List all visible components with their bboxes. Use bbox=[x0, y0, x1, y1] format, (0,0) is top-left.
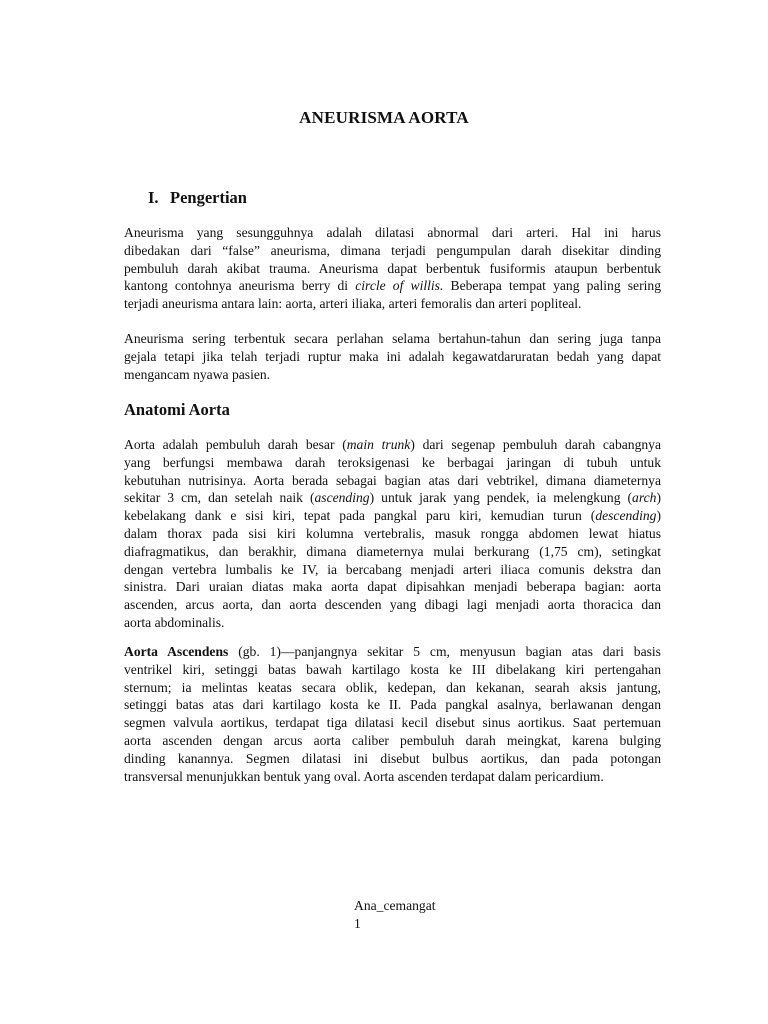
page-number: 1 bbox=[354, 916, 361, 931]
text-line: sinistra. Dari uraian diatas maka aorta dapat dipisahkan menjadi beberapa bagian: aorta bbox=[124, 579, 661, 595]
paragraph-pengertian-2 bbox=[124, 330, 661, 383]
page-footer bbox=[354, 897, 436, 933]
paragraph-aorta-ascendens bbox=[124, 643, 661, 785]
text-run: ) bbox=[656, 508, 661, 524]
text-line: setinggi batas atas dari kartilago kosta ke II. Pada pangkal asalnya, berlawanan dengan bbox=[124, 697, 661, 713]
text-run: kebelakang dank e sisi kiri, tepat pada pangkal paru kiri, kemudian turun ( bbox=[124, 508, 596, 524]
text-line: Aneurisma sering terbentuk secara perlahan selama bertahun-tahun dan sering juga tanpa bbox=[124, 331, 661, 346]
text-line bbox=[124, 507, 661, 525]
text-line: transversal menunjukkan bentuk yang oval. Aorta ascenden terdapat dalam pericardium. bbox=[124, 768, 604, 784]
text-line: dibedakan dari “false” aneurisma, dimana terjadi pengumpulan darah disekitar dinding bbox=[124, 242, 661, 258]
italic-term: descending bbox=[595, 508, 657, 524]
section-heading-anatomi: Anatomi Aorta bbox=[124, 400, 230, 419]
text-line bbox=[124, 436, 661, 454]
italic-term: main trunk bbox=[346, 437, 411, 452]
text-line: pembuluh darah akibat trauma. Aneurisma dapat berbentuk fusiformis ataupun berbentuk bbox=[124, 260, 661, 276]
text-line: diafragmatikus, dan berakhir, dimana diameternya mulai berkurang (1,75 cm), setingkat bbox=[124, 543, 661, 559]
paragraph-pengertian-1 bbox=[124, 224, 661, 313]
text-line bbox=[124, 489, 661, 507]
section-heading-text: Pengertian bbox=[170, 188, 247, 207]
text-line: Aneurisma yang sesungguhnya adalah dilatasi abnormal dari arteri. Hal ini harus bbox=[124, 225, 661, 240]
text-line bbox=[124, 277, 661, 295]
text-run: kantong contohnya aneurisma berry di bbox=[124, 278, 356, 294]
text-line: mengancam nyawa pasien. bbox=[124, 366, 271, 382]
paragraph-anatomi-1 bbox=[124, 436, 661, 632]
section-number: I. bbox=[148, 188, 159, 207]
text-run: ) bbox=[656, 490, 661, 506]
bold-term: Aorta Ascendens bbox=[124, 644, 229, 659]
document-title: ANEURISMA AORTA bbox=[299, 108, 469, 127]
text-line: kebutuhan nutrisinya. Aorta berada sebagai bagian atas dari vebtrikel, dimana diameternya bbox=[124, 472, 661, 488]
italic-term: ascending bbox=[314, 490, 370, 506]
text-run: Beberapa tempat yang paling sering bbox=[443, 278, 661, 294]
text-run: sekitar 3 cm, dan setelah naik ( bbox=[124, 490, 315, 506]
italic-term: circle of willis. bbox=[355, 278, 444, 294]
text-line: yang berfungsi membawa darah teroksigenasi ke berbagai jaringan di tubuh untuk bbox=[124, 454, 661, 470]
text-line: gejala tetapi jika telah terjadi ruptur maka ini adalah kegawatdaruratan bedah yang dapat bbox=[124, 348, 661, 364]
text-line: ventrikel kiri, setinggi batas bawah kartilago kosta ke III dibelakang kiri pertengahan bbox=[124, 661, 661, 677]
text-line: sternum; ia melintas keatas secara oblik, kedepan, dan kekanan, searah aksis jantung, bbox=[124, 679, 661, 695]
text-run: (gb. 1)—panjangnya sekitar 5 cm, menyusun bagian atas dari basis bbox=[228, 644, 661, 659]
text-line: dengan vertebra lumbalis ke IV, ia bercabang menjadi arteri iliaca comunis dekstra dan bbox=[124, 561, 661, 577]
text-line bbox=[124, 643, 661, 661]
text-run: ) untuk jarak yang pendek, ia melengkung ( bbox=[369, 490, 633, 506]
italic-term: arch bbox=[632, 490, 657, 506]
text-run: ) dari segenap pembuluh darah cabangnya bbox=[410, 437, 661, 452]
footer-author: Ana_cemangat bbox=[354, 898, 436, 913]
text-line: dinding kanannya. Segmen dilatasi ini disebut bulbus aortikus, dan pada potongan bbox=[124, 750, 661, 766]
text-line: terjadi aneurisma antara lain: aorta, arteri iliaka, arteri femoralis dan arteri popliteal. bbox=[124, 296, 582, 312]
section-heading-pengertian bbox=[148, 188, 247, 208]
text-line: ascenden, arcus aorta, dan aorta descenden yang dibagi lagi menjadi aorta thoracica dan bbox=[124, 597, 661, 613]
text-line: dalam thorax pada sisi kiri kolumna vertebralis, masuk rongga abdomen lewat hiatus bbox=[124, 525, 661, 541]
text-run: Aorta adalah pembuluh darah besar ( bbox=[124, 437, 347, 452]
text-line: aorta abdominalis. bbox=[124, 614, 225, 630]
text-line: aorta ascenden dengan arcus aorta caliber pembuluh darah meingkat, karena bulging bbox=[124, 732, 661, 748]
text-line: segmen valvula aortikus, terdapat tiga dilatasi kecil disebut sinus aortikus. Saat pertemuan bbox=[124, 715, 661, 731]
